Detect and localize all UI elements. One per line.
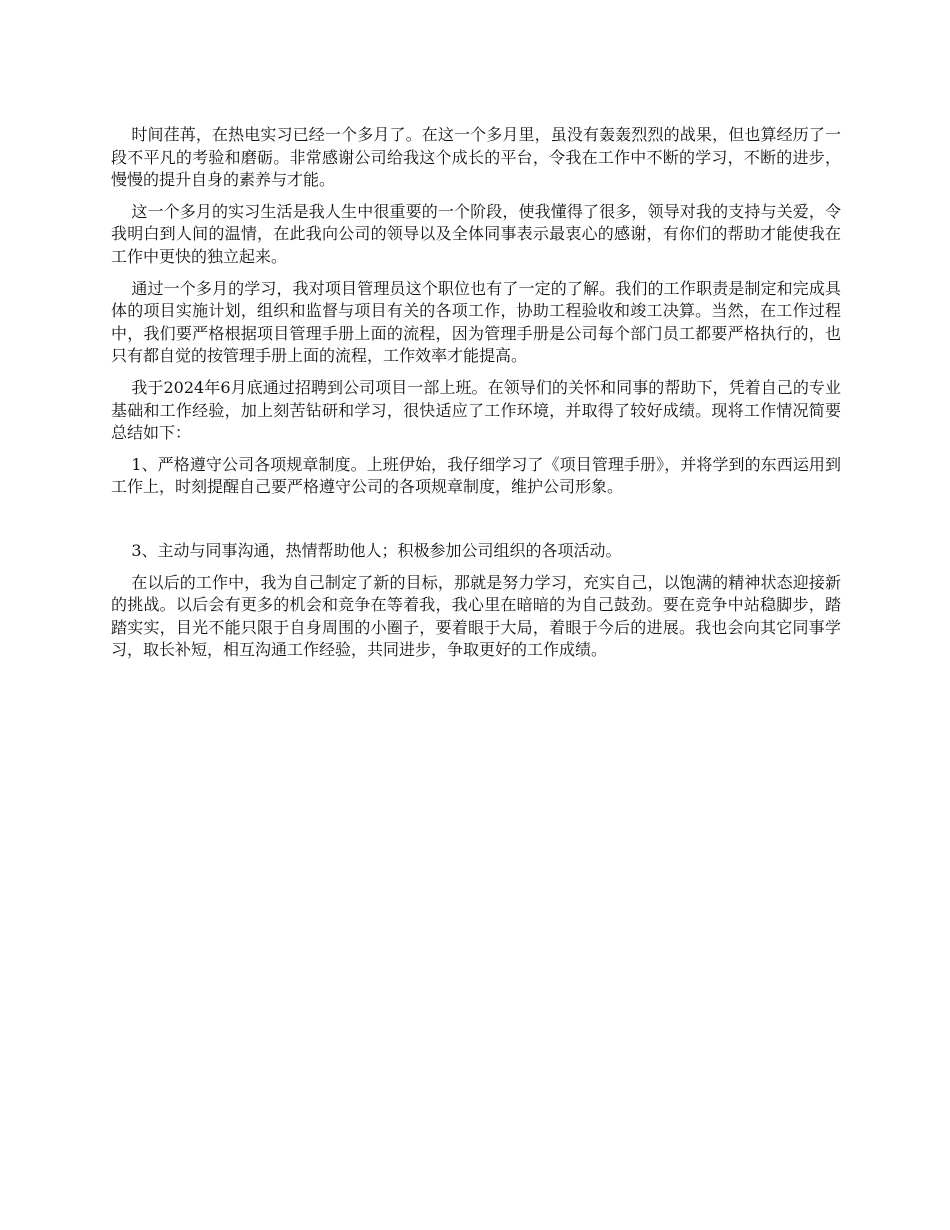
paragraph-item-3: 3、主动与同事沟通，热情帮助他人；积极参加公司组织的各项活动。 — [131, 540, 622, 560]
paragraph-gratitude: 这一个多月的实习生活是我人生中很重要的一个阶段，使我懂得了很多，领导对我的支持与关爱，令我明白到人间的温情，在此我向公司的领导以及全体同事表示最衷心的感谢，有你们的帮助才能使我在工作中更快的独立起来。 — [111, 201, 841, 266]
paragraph-item-1: 1、严格遵守公司各项规章制度。上班伊始，我仔细学习了《项目管理手册》，并将学到的东西运用到工作上，时刻提醒自己要严格遵守公司的各项规章制度，维护公司形象。 — [111, 454, 841, 497]
document-body — [111, 124, 841, 671]
paragraph-work-summary: 我于2024年6月底通过招聘到公司项目一部上班。在领导们的关怀和同事的帮助下，凭着自己的专业基础和工作经验，加上刻苦钻研和学习，很快适应了工作环境，并取得了较好成绩。现将工作情况简要总结如下： — [111, 377, 841, 443]
paragraph-future-goals: 在以后的工作中，我为自己制定了新的目标，那就是努力学习，充实自己，以饱满的精神状态迎接新的挑战。以后会有更多的机会和竞争在等着我，我心里在暗暗的为自己鼓劲。要在竞争中站稳脚步，踏踏实实，目光不能只限于自身周围的小圈子，要着眼于大局，着眼于今后的进展。我也会向其它同事学习，取长补短，相互沟通工作经验，共同进步，争取更好的工作成绩。 — [111, 572, 841, 660]
paragraph-intro: 时间荏苒，在热电实习已经一个多月了。在这一个多月里，虽没有轰轰烈烈的战果，但也算经历了一段不平凡的考验和磨砺。非常感谢公司给我这个成长的平台，令我在工作中不断的学习，不断的进步，慢慢的提升自身的素养与才能。 — [111, 125, 841, 190]
blank-gap — [111, 508, 841, 540]
paragraph-job-duties: 通过一个多月的学习，我对项目管理员这个职位也有了一定的了解。我们的工作职责是制定和完成具体的项目实施计划，组织和监督与项目有关的各项工作，协助工程验收和竣工决算。当然，在工作过程中，我们要严格根据项目管理手册上面的流程，因为管理手册是公司每个部门员工都要严格执行的，也只有都自觉的按管理手册上面的流程，工作效率才能提高。 — [111, 278, 841, 366]
